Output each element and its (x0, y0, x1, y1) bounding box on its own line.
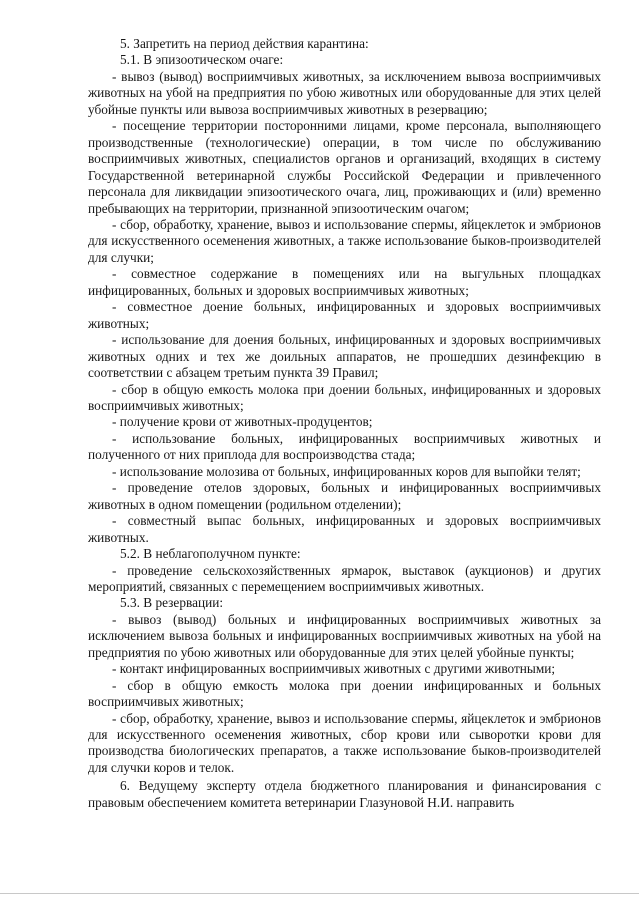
section-5-2-heading: 5.2. В неблагополучном пункте: (120, 546, 301, 562)
list-item: - сбор, обработку, хранение, вывоз и использование спермы, яйцеклеток и эмбрионов для искусственного осеменения животных, сбор крови или сыворотки крови для производства биологических препаратов, а также использование быков-производителей для случки коров и телок. (88, 710, 601, 775)
document-body (88, 36, 601, 811)
list-item: - использование молозива от больных, инфицированных коров для выпойки телят; (112, 463, 581, 479)
list-item: - вывоз (вывод) восприимчивых животных, за исключением вывоза восприимчивых животных на убой на предприятия по убою животных или оборудованные для этих целей убойные пункты или вывоза восприимчивых животных в резервацию; (88, 68, 601, 117)
list-item: - проведение отелов здоровых, больных и инфицированных восприимчивых животных в одном помещении (родильном отделении); (88, 480, 601, 512)
list-item: - сбор в общую емкость молока при доении инфицированных и больных восприимчивых животных; (88, 677, 601, 710)
section-5-1-heading: 5.1. В эпизоотическом очаге: (120, 52, 284, 68)
list-item: - совместный выпас больных, инфицированных и здоровых восприимчивых животных. (88, 513, 601, 545)
list-item: - сбор в общую емкость молока при доении больных, инфицированных и здоровых восприимчивых животных; (88, 381, 601, 413)
list-item: - проведение сельскохозяйственных ярмарок, выставок (аукционов) и других мероприятий, связанных с перемещением восприимчивых животных. (88, 562, 601, 594)
list-item: - использование больных, инфицированных восприимчивых животных и полученного от них приплода для воспроизводства стада; (88, 430, 601, 463)
list-item: - контакт инфицированных восприимчивых животных с другими животными; (112, 661, 556, 677)
page-bottom-edge (0, 893, 639, 894)
list-item: - получение крови от животных-продуцентов; (112, 414, 373, 430)
list-item: - сбор, обработку, хранение, вывоз и использование спермы, яйцеклеток и эмбрионов для искусственного осеменения животных, а также использование быков-производителей для случки; (88, 216, 601, 265)
list-item: - использование для доения больных, инфицированных и здоровых восприимчивых животных одних и тех же доильных аппаратов, не прошедших дезинфекцию в соответствии с абзацем третьим пункта 39 Правил; (88, 332, 601, 381)
section-5-heading: 5. Запретить на период действия карантина: (120, 36, 369, 51)
list-item: - совместное содержание в помещениях или на выгульных площадках инфицированных, больных и здоровых восприимчивых животных; (88, 266, 601, 298)
section-6-paragraph: 6. Ведущему эксперту отдела бюджетного планирования и финансирования с правовым обеспечением комитета ветеринарии Глазуновой Н.И. направить (88, 778, 601, 810)
list-item: - вывоз (вывод) больных и инфицированных восприимчивых животных за исключением вывоза больных и инфицированных восприимчивых животных на убой на предприятия по убою животных или оборудованные для этих целей убойные пункты; (88, 611, 601, 660)
list-item: - совместное доение больных, инфицированных и здоровых восприимчивых животных; (88, 299, 601, 331)
section-5-3-heading: 5.3. В резервации: (120, 595, 224, 611)
list-item: - посещение территории посторонними лицами, кроме персонала, выполняющего производственные (технологические) операции, в том числе по обслуживанию восприимчивых животных, специалистов органов и организаций, входящих в систему Государственной ветеринарной службы Российской Федерации и привлеченного персонала для ликвидации эпизоотического очага, лиц, проживающих и (или) временно пребывающих на территории, признанной эпизоотическим очагом; (88, 118, 601, 216)
